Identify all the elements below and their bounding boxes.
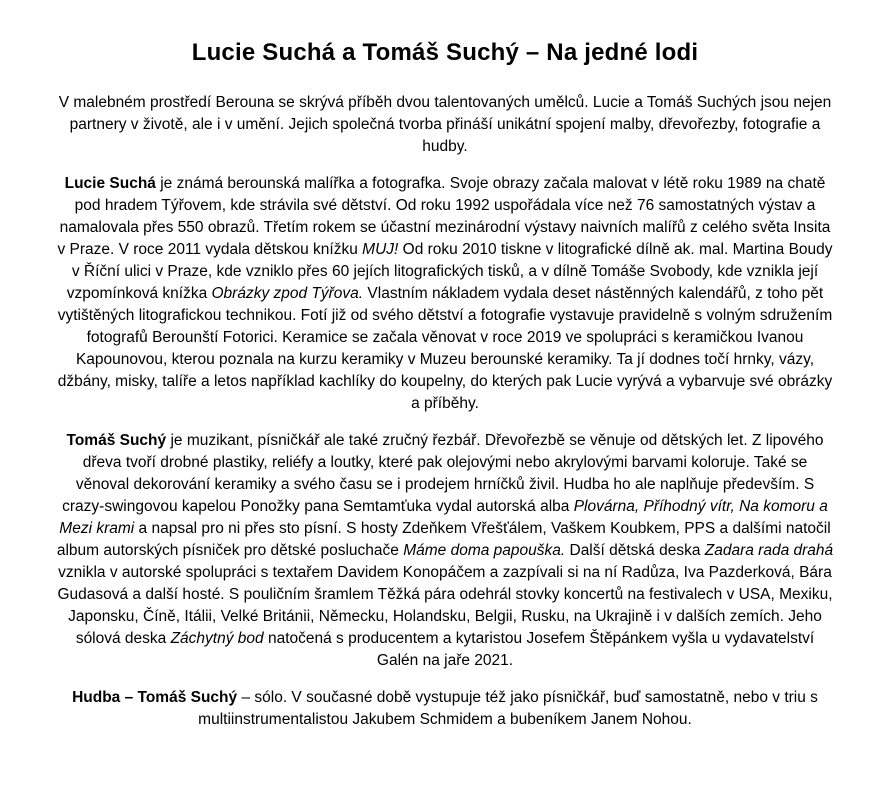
text-run-normal: a napsal pro ni přes sto písní. S hosty Zdeňkem Vřešťálem, Vaškem Koubkem, PPS a dalšími natočil album autorských písniček pro dětské posluchače xyxy=(56,520,831,559)
page-title: Lucie Suchá a Tomáš Suchý – Na jedné lodi xyxy=(191,39,699,66)
text-run-bold: Lucie Suchá xyxy=(64,175,156,192)
text-run-normal: je muzikant, písničkář ale také zručný řezbář. Dřevořezbě se věnuje od dětských let. Z lipového dřeva tvoří drobné plastiky, reliéfy a loutky, které pak olejovými nebo akrylovými barvami koloruje. Také se věnoval dekorování keramiky a svého času se i prodejem hrníčků živil. Hudba ho ale naplňuje především. S crazy-swingovou kapelou Ponožky pana Semtamťuka vydal autorská alba xyxy=(62,432,824,515)
text-run-normal: Vlastním nákladem vydala deset nástěnných kalendářů, z toho pět vytištěných litografickou technikou. Fotí již od svého dětství a fotografie vystavuje pravidelně s volným sdružením fotografů Berounští Fotorici. Keramice se začala věnovat v roce 2019 ve spolupráci s keramičkou Ivanou Kapounovou, kterou poznala na kurzu keramiky v Muzeu berounské keramiky. Ta jí dodnes točí hrnky, vázy, džbány, misky, talíře a letos například kachlíky do koupelny, do kterých pak Lucie vyrývá a vybarvuje své obrázky a příběhy. xyxy=(57,285,833,412)
paragraph-tomas-suchy xyxy=(54,430,836,672)
paragraph-hudba xyxy=(54,687,836,731)
text-run-bold: Tomáš Suchý xyxy=(66,432,167,449)
text-run-italic: Zadara rada drahá xyxy=(704,542,834,559)
paragraph-lucie-sucha xyxy=(54,173,836,415)
text-run-bold: Hudba – Tomáš Suchý xyxy=(72,689,238,706)
text-run-normal: vznikla v autorské spolupráci s textařem Davidem Konopáčem a zazpívali si na ní Radůza, Iva Pazderková, Bára Gudasová a další hosté. S pouličním šramlem Těžká pára odehrál stovky koncertů na festivalech v USA, Mexiku, Japonsku, Číně, Itálii, Velké Británii, Německu, Holandsku, Belgii, Rusku, na Ukrajině i v dalších zemích. Jeho sólová deska xyxy=(57,564,833,647)
text-run-italic: Záchytný bod xyxy=(170,630,264,647)
document-body xyxy=(47,92,843,731)
text-run-italic: Plovárna, Příhodný vítr, Na komoru a Mezi krami xyxy=(59,498,828,537)
text-run-italic: MUJ! xyxy=(362,241,399,258)
text-run-normal: V malebném prostředí Berouna se skrývá příběh dvou talentovaných umělců. Lucie a Tomáš Suchých jsou nejen partnery v životě, ale i v umění. Jejich společná tvorba přináší unikátní spojení malby, dřevořezby, fotografie a hudby. xyxy=(58,94,832,155)
text-run-normal: Další dětská deska xyxy=(565,542,705,559)
text-run-normal: natočená s producentem a kytaristou Josefem Štěpánkem vyšla u vydavatelství Galén na jaře 2021. xyxy=(263,630,815,669)
paragraph-intro xyxy=(54,92,836,158)
text-run-normal: je známá berounská malířka a fotografka. Svoje obrazy začala malovat v létě roku 1989 na chatě pod hradem Týřovem, kde strávila své dětství. Od roku 1992 uspořádala více než 76 samostatných výstav a namalovala přes 550 obrazů. Třetím rokem se účastní mezinárodní výstavy naivních malířů z celého světa Insita v Praze. V roce 2011 vydala dětskou knížku xyxy=(57,175,831,258)
text-run-normal: Od roku 2010 tiskne v litografické dílně ak. mal. Martina Boudy v Říční ulici v Praze, kde vzniklo přes 60 jejích litografických tisků, a v dílně Tomáše Svobody, kde vznikla její vzpomínková knížka xyxy=(66,241,833,302)
text-run-italic: Obrázky zpod Týřova. xyxy=(211,285,364,302)
text-run-italic: Máme doma papouška. xyxy=(403,542,566,559)
text-run-normal: – sólo. V současné době vystupuje též jako písničkář, buď samostatně, nebo v triu s multiinstrumentalistou Jakubem Schmidem a bubeníkem Janem Nohou. xyxy=(198,689,818,728)
